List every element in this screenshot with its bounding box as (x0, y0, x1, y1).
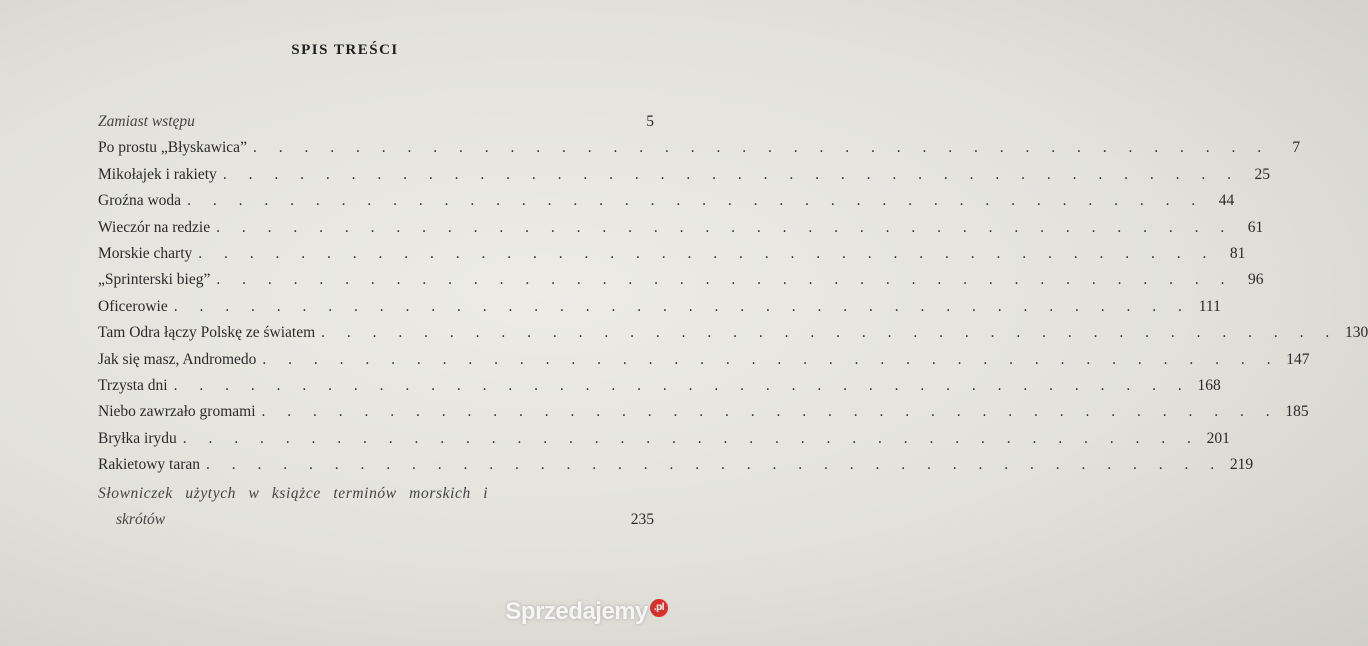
toc-dot-leader: . . . . . . . . . . . . . . . . . . . . . . . . . . . . . . . . . . . . . . . . (187, 192, 1205, 210)
toc-entry-page: 201 (1206, 429, 1230, 447)
toc-entry-label: Bryłka irydu (98, 429, 177, 447)
toc-dot-leader: . . . . . . . . . . . . . . . . . . . . . . . . . . . . . . . . . . . . . . . . (261, 403, 1279, 421)
toc-entry-page: 81 (1229, 245, 1246, 262)
toc-dot-leader: . . . . . . . . . . . . . . . . . . . . . . . . . . . . . . . . . . . . . . . . (216, 218, 1234, 236)
toc-entry (98, 374, 1221, 398)
toc-dot-leader: . . . . . . . . . . . . . . . . . . . . . . . . . . . . . . . . . . . . . . . . (173, 377, 1191, 394)
toc-dot-leader: . . . . . . . . . . . . . . . . . . . . . . . . . . . . . . . . . . . . . . . . (262, 350, 1280, 368)
toc-entry-page: 130 (1345, 324, 1368, 342)
toc-entry-label: Morskie charty (98, 245, 193, 262)
toc-entry-label: Jak się masz, Andromedo (98, 350, 257, 368)
toc-dot-leader: . . . . . . . . . . . . . . . . . . . . . . . . . . . . . . . . . . . . . . . . (222, 165, 1240, 183)
toc-entry (98, 453, 1254, 477)
toc-entry-page: 5 (646, 113, 654, 130)
toc-entry (98, 242, 1246, 266)
toc-entry-glossary (98, 508, 654, 532)
toc-entry (98, 216, 1264, 240)
toc-dot-leader: . . . . . . . . . . . . . . . . . . . . . . . . . . . . . . . . . . . . . . . . (321, 324, 1339, 342)
toc-entry-page: 185 (1285, 403, 1309, 421)
toc-entry-page: 7 (1292, 139, 1301, 157)
toc-entry-label: Niebo zawrzało gromami (98, 403, 256, 421)
toc-entry (98, 321, 1368, 345)
toc-dot-leader: . . . . . . . . . . . . . . . . . . . . . . . . . . . . . . . . . . . . . . . . (216, 271, 1234, 289)
toc-entry-label: Oficerowie (98, 297, 168, 315)
toc-dot-leader: . . . . . . . . . . . . . . . . . . . . . . . . . . . . . . . . . . . . . . . . (206, 456, 1224, 474)
toc-entry-page: 44 (1218, 192, 1235, 210)
page-title: SPIS TREŚCI (291, 42, 399, 58)
toc-entry-page: 61 (1247, 218, 1264, 236)
toc-entry (98, 295, 1221, 319)
toc-entry (98, 136, 1301, 160)
toc-entry-page: 96 (1247, 271, 1264, 289)
toc-entry-page: 147 (1286, 350, 1310, 368)
toc-entry-page: 111 (1198, 297, 1221, 315)
toc-entry (98, 163, 1270, 187)
toc-entry-label: skrótów (116, 511, 166, 528)
toc-entry (98, 189, 1235, 213)
toc-entry-label: Zamiast wstępu (98, 113, 195, 130)
toc-entry-label: Groźna woda (98, 192, 182, 210)
toc-dot-leader: . . . . . . . . . . . . . . . . . . . . . . . . . . . . . . . . . . . . . . . . (252, 139, 1271, 157)
toc-entry-label: Mikołajek i rakiety (98, 165, 217, 183)
toc-entry-label: „Sprinterski bieg” (98, 271, 211, 289)
toc-dot-leader: . . . . . . . . . . . . . . . . . . . . . . . . . . . . . . . . . . . . . . . . (173, 297, 1191, 315)
toc-entry-page: 25 (1254, 165, 1270, 183)
toc-entry-label: Rakietowy taran (98, 456, 201, 474)
toc-entry-label: Po prostu „Błyskawica” (98, 139, 247, 157)
watermark-logo: Sprzedajemy .pl (505, 598, 668, 626)
toc-entry-label: Trzysta dni (98, 377, 168, 394)
toc-entry (98, 268, 1264, 292)
toc-entry-label: Tam Odra łączy Polskę ze światem (98, 324, 316, 342)
toc-entry-glossary-line1: Słowniczek użytych w książce terminów morskich i (98, 485, 489, 502)
toc-entry (98, 348, 1310, 372)
toc-entry (98, 427, 1230, 451)
toc-entry-page: 235 (630, 511, 654, 528)
toc-entry (98, 110, 654, 134)
toc-entry-label: Wieczór na redzie (98, 218, 211, 236)
toc-entry-page: 168 (1197, 377, 1221, 394)
toc-dot-leader: . . . . . . . . . . . . . . . . . . . . . . . . . . . . . . . . . . . . . . . . (182, 429, 1200, 447)
toc-entry-page: 219 (1229, 456, 1254, 474)
toc-entry (98, 400, 1309, 424)
toc-dot-leader: . . . . . . . . . . . . . . . . . . . . . . . . . . . . . . . . . . . . . . . . (198, 245, 1216, 262)
